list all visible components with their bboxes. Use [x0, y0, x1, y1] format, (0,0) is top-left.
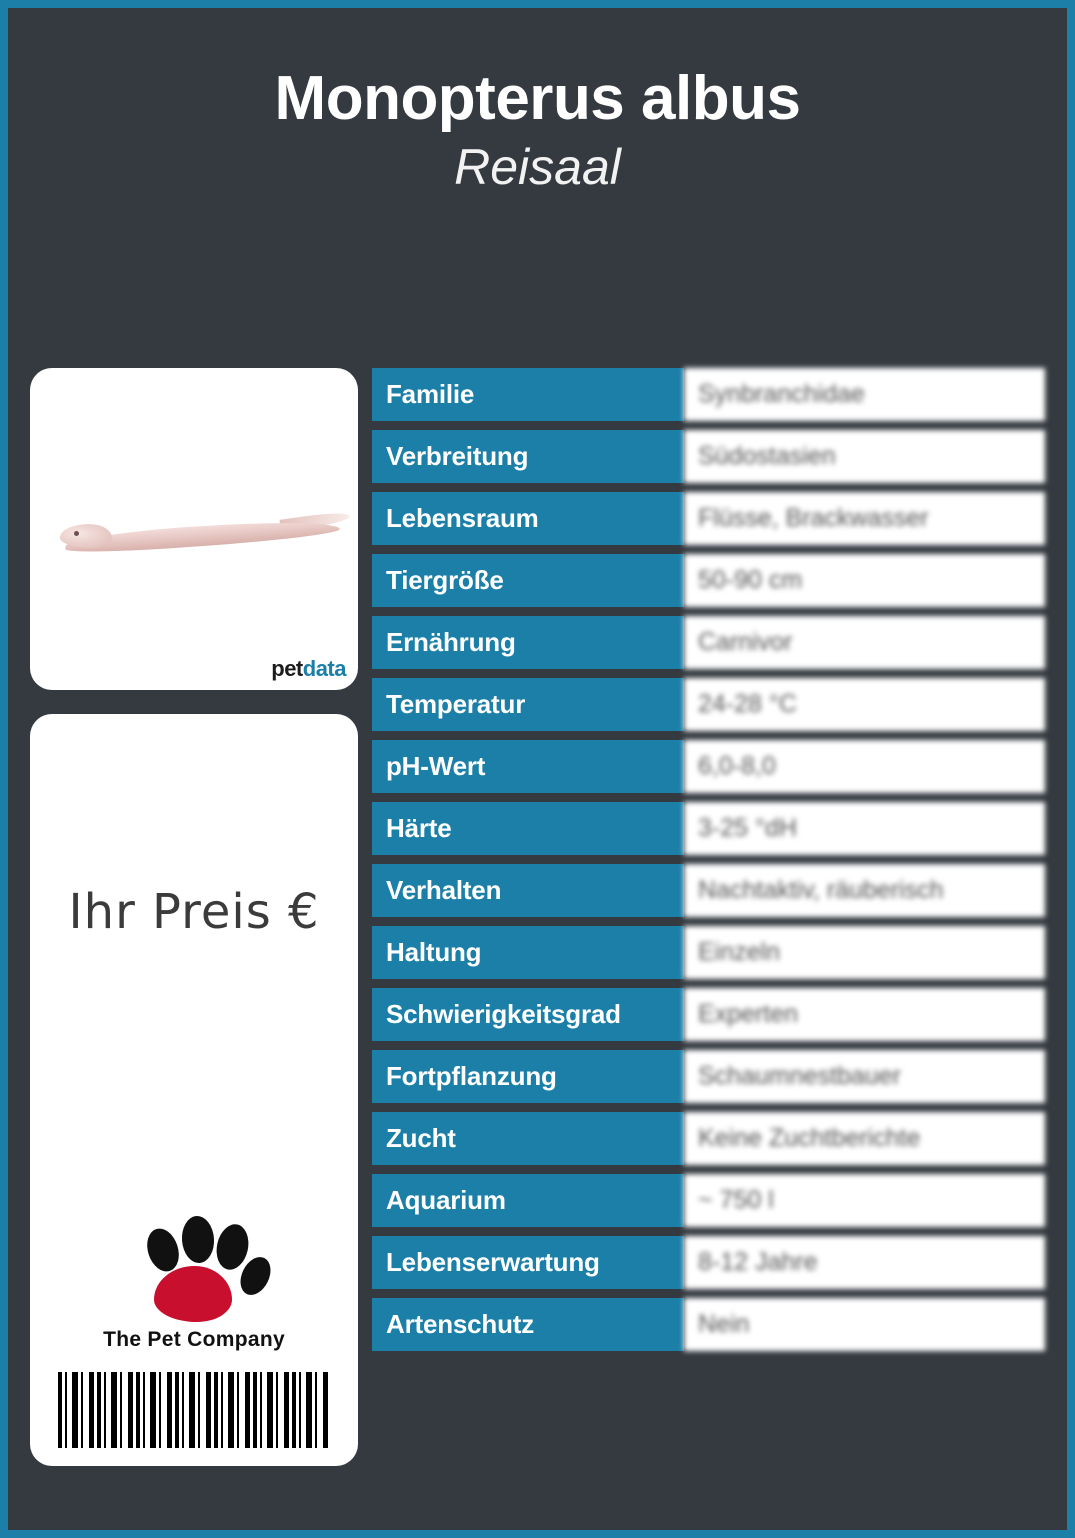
table-row-label: Artenschutz	[372, 1298, 684, 1351]
petdata-watermark-part1: pet	[271, 656, 303, 681]
table-row-label: Zucht	[372, 1112, 684, 1165]
table-row-label: Schwierigkeitsgrad	[372, 988, 684, 1041]
table-row-label: pH-Wert	[372, 740, 684, 793]
table-row	[372, 926, 1045, 979]
table-row-value: Keine Zuchtberichte	[684, 1112, 1045, 1165]
table-row-value: 50-90 cm	[684, 554, 1045, 607]
eel-eye-shape	[74, 531, 79, 536]
petdata-watermark-part2: data	[302, 656, 346, 681]
petdata-watermark	[271, 656, 346, 682]
table-row	[372, 1112, 1045, 1165]
table-row	[372, 740, 1045, 793]
table-row	[372, 988, 1045, 1041]
page-title: Monopterus albus	[274, 64, 801, 133]
card-body	[8, 368, 1067, 1530]
barcode	[58, 1372, 330, 1448]
table-row	[372, 1174, 1045, 1227]
price-label: Ihr Preis €	[68, 884, 320, 940]
table-row-label: Familie	[372, 368, 684, 421]
table-row-label: Lebensraum	[372, 492, 684, 545]
price-panel	[30, 714, 358, 1466]
table-row-label: Fortpflanzung	[372, 1050, 684, 1103]
table-row	[372, 802, 1045, 855]
brand-block	[30, 1214, 358, 1448]
table-row-value: 3-25 °dH	[684, 802, 1045, 855]
table-row-value: Einzeln	[684, 926, 1045, 979]
table-row	[372, 1298, 1045, 1351]
table-row-value: ~ 750 l	[684, 1174, 1045, 1227]
table-row-value: Schaumnestbauer	[684, 1050, 1045, 1103]
table-row-label: Ernährung	[372, 616, 684, 669]
paw-print-icon	[114, 1214, 274, 1324]
eel-illustration	[30, 488, 358, 588]
table-row	[372, 368, 1045, 421]
table-row-label: Tiergröße	[372, 554, 684, 607]
paw-pad	[154, 1266, 232, 1322]
table-row	[372, 430, 1045, 483]
species-common-name: Reisaal	[454, 139, 621, 196]
table-row	[372, 1236, 1045, 1289]
table-row-label: Lebenserwartung	[372, 1236, 684, 1289]
table-row-value: Experten	[684, 988, 1045, 1041]
brand-name: The Pet Company	[103, 1328, 285, 1351]
species-photo-panel	[30, 368, 358, 690]
table-row-label: Härte	[372, 802, 684, 855]
table-row	[372, 554, 1045, 607]
table-row-value: Nachtaktiv, räuberisch	[684, 864, 1045, 917]
table-row-label: Verbreitung	[372, 430, 684, 483]
title-block	[8, 8, 1067, 194]
table-row-label: Verhalten	[372, 864, 684, 917]
table-row-value: 24-28 °C	[684, 678, 1045, 731]
table-row	[372, 492, 1045, 545]
table-row	[372, 1050, 1045, 1103]
table-row-value: Carnivor	[684, 616, 1045, 669]
table-row	[372, 678, 1045, 731]
species-card	[8, 8, 1067, 1530]
table-row	[372, 616, 1045, 669]
table-row-value: 6,0-8,0	[684, 740, 1045, 793]
table-row-label: Temperatur	[372, 678, 684, 731]
right-column	[358, 368, 1067, 1351]
species-spec-table	[372, 368, 1045, 1351]
table-row-value: 8-12 Jahre	[684, 1236, 1045, 1289]
table-row-value: Nein	[684, 1298, 1045, 1351]
table-row-value: Flüsse, Brackwasser	[684, 492, 1045, 545]
table-row-label: Aquarium	[372, 1174, 684, 1227]
left-column	[8, 368, 358, 1466]
table-row-value: Synbranchidae	[684, 368, 1045, 421]
table-row-label: Haltung	[372, 926, 684, 979]
paw-toe-2	[180, 1215, 215, 1264]
table-row	[372, 864, 1045, 917]
table-row-value: Südostasien	[684, 430, 1045, 483]
